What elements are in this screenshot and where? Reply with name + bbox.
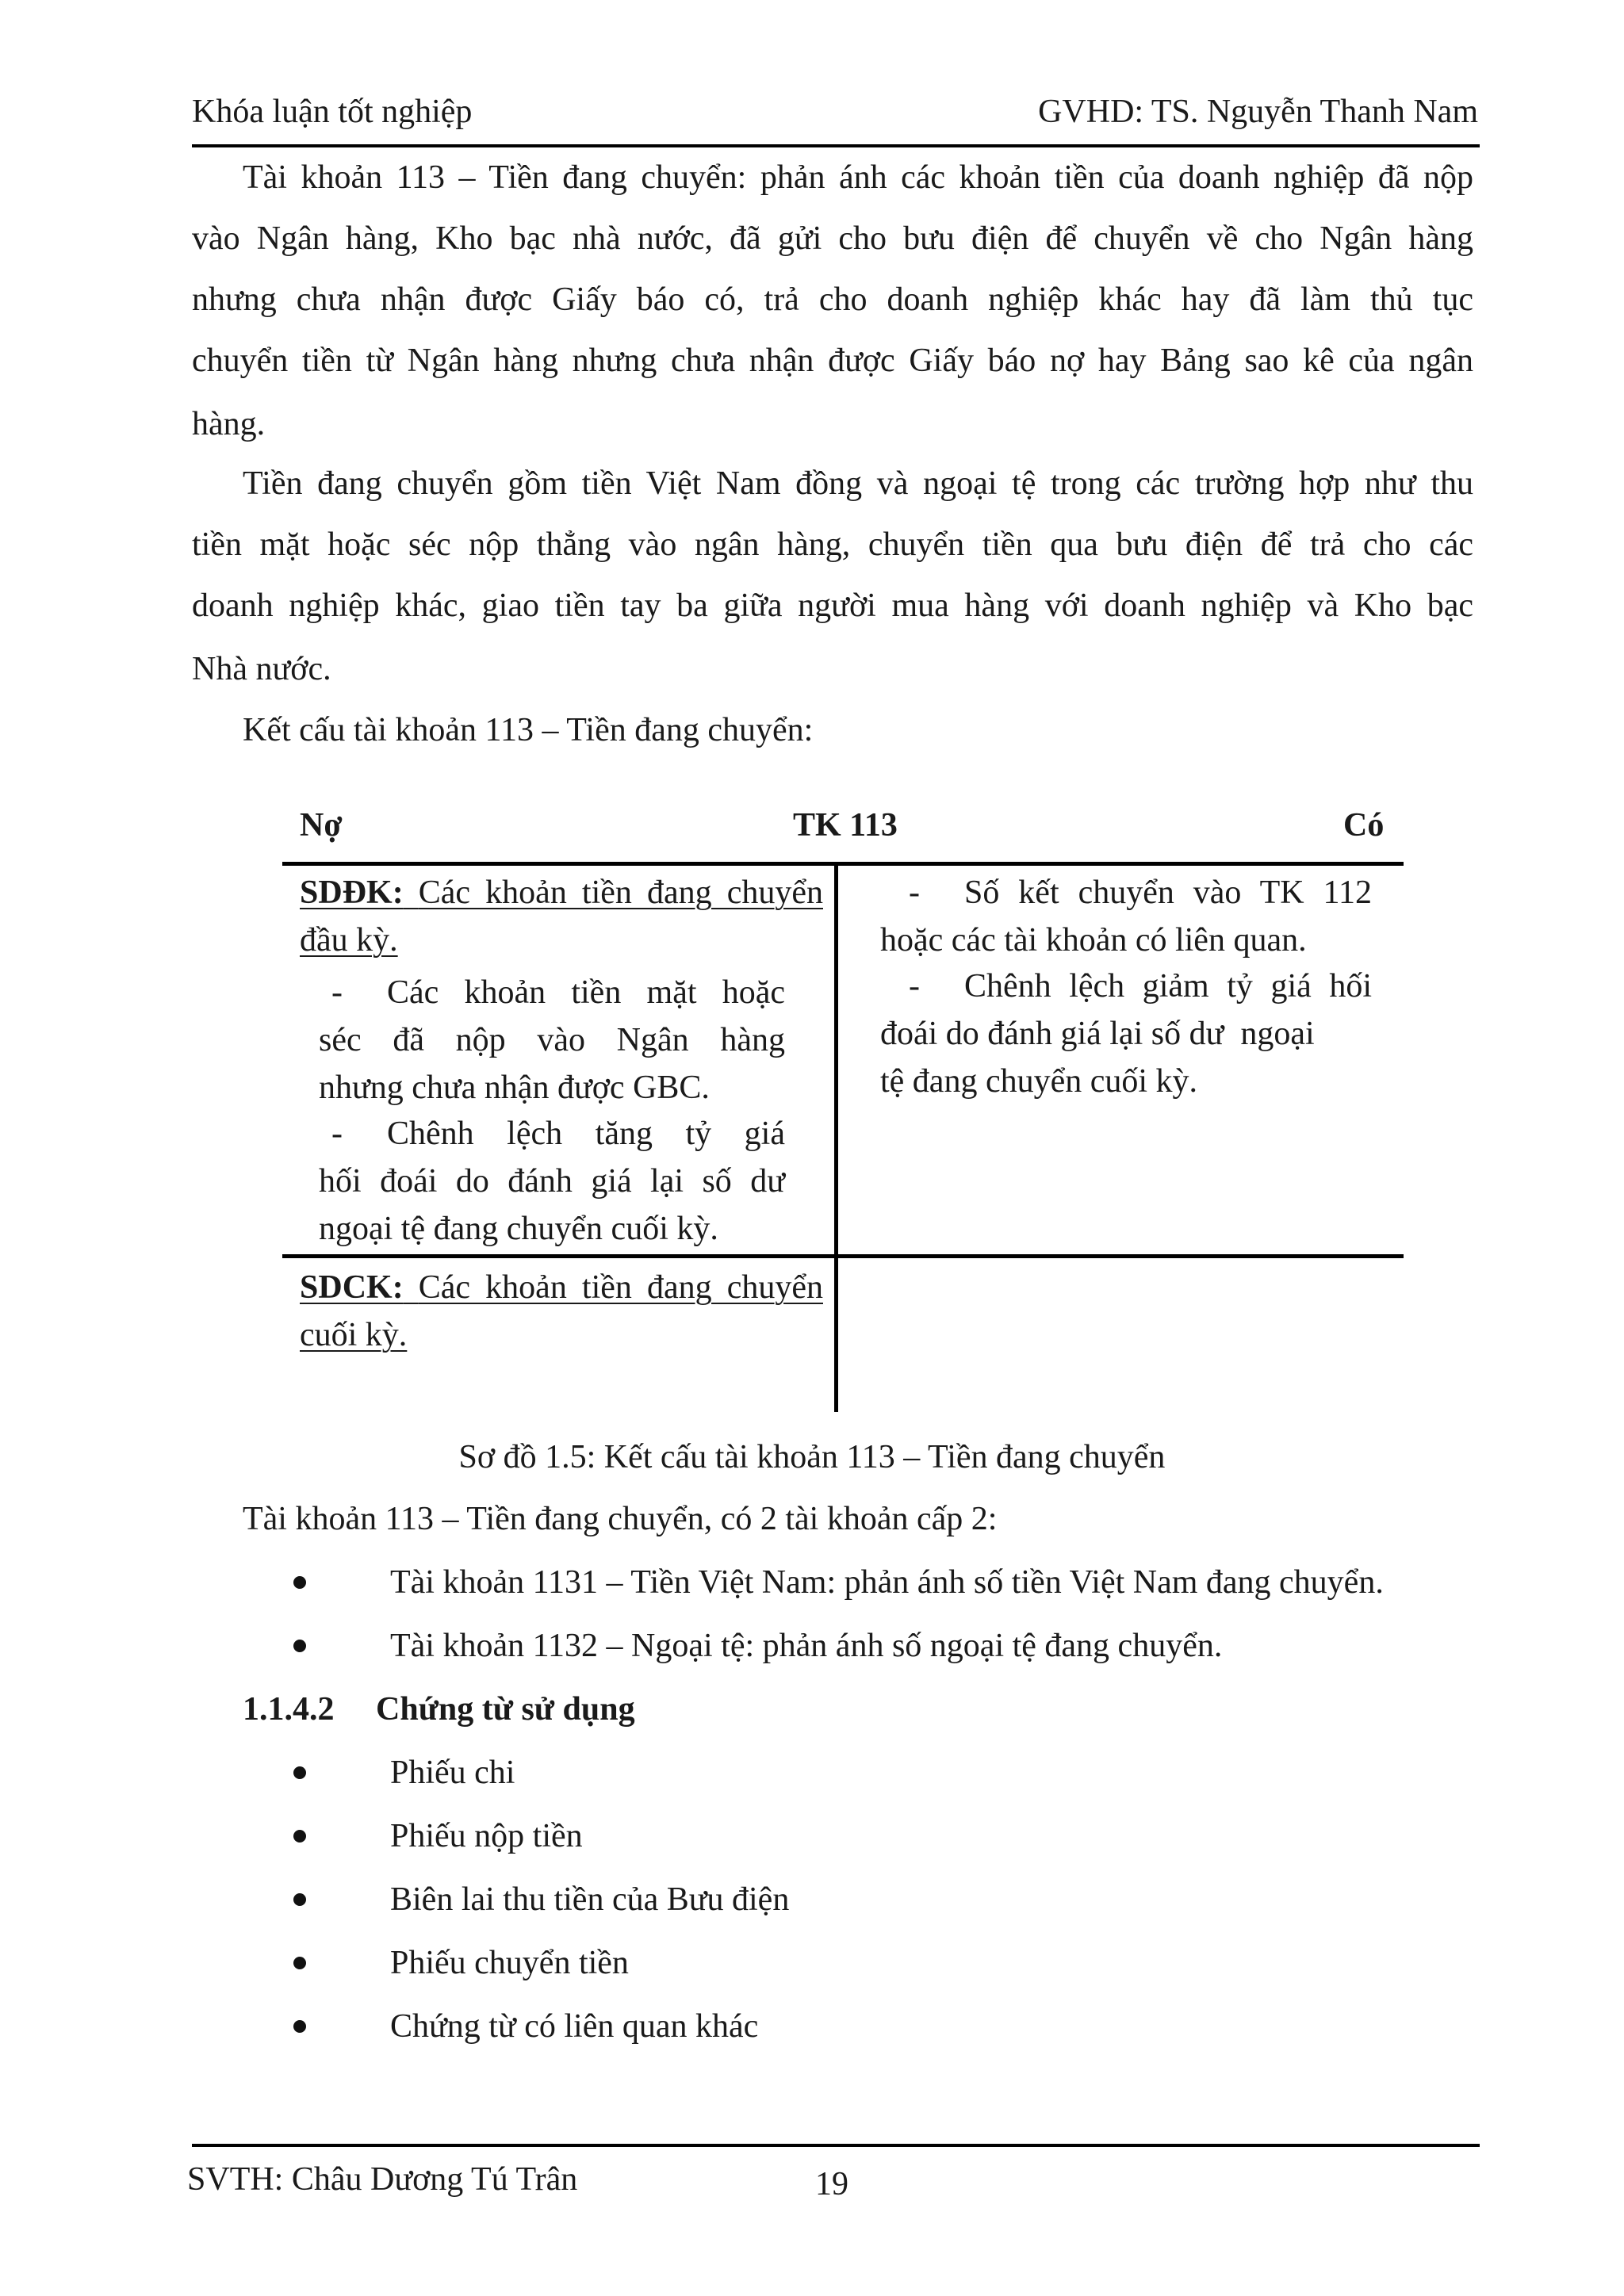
list-item: Chứng từ có liên quan khác — [390, 2008, 759, 2045]
bullet-icon — [293, 1766, 306, 1779]
paragraph-2-line: tiền mặt hoặc séc nộp thẳng vào ngân hàng, chuyển tiền qua bưu điện để trả cho các — [192, 526, 1473, 563]
debit-item — [319, 969, 785, 1112]
bullet-icon — [293, 1640, 306, 1652]
dash-marker: - — [331, 1115, 343, 1152]
list-item: Tài khoản 1132 – Ngoại tệ: phản ánh số ngoại tệ đang chuyển. — [390, 1628, 1223, 1664]
dash-marker: - — [331, 974, 343, 1011]
list-item: Phiếu nộp tiền — [390, 1818, 583, 1854]
paragraph-1-line: hàng. — [192, 406, 266, 442]
debit-label: Nợ — [300, 807, 343, 844]
bullet-icon — [293, 2020, 306, 2033]
figure-caption: Sơ đồ 1.5: Kết cấu tài khoản 113 – Tiền đang chuyển — [458, 1439, 1166, 1475]
credit-item-text: hoặc các tài khoản có liên quan. — [880, 922, 1307, 959]
list-item: Phiếu chi — [390, 1755, 515, 1791]
opening-balance-text: Các khoản tiền đang chuyển — [418, 874, 823, 911]
opening-balance-label: SDĐK: — [300, 874, 404, 911]
dash-marker: - — [909, 874, 920, 911]
subaccounts-intro: Tài khoản 113 – Tiền đang chuyển, có 2 tài khoản cấp 2: — [243, 1501, 998, 1537]
credit-item-text: Số kết chuyển vào TK 112 — [964, 874, 1372, 911]
credit-label: Có — [1343, 807, 1385, 844]
header-left: Khóa luận tốt nghiệp — [192, 94, 473, 130]
credit-item-text: đoái do đánh giá lại số dư ngoại — [880, 1016, 1315, 1052]
paragraph-2-line: Nhà nước. — [192, 651, 331, 687]
footer-rule — [192, 2144, 1480, 2147]
bullet-icon — [293, 1957, 306, 1969]
debit-item-text: hối đoái do đánh giá lại số dư — [319, 1163, 785, 1200]
t-account-balance-line — [282, 1254, 1404, 1258]
paragraph-1-line: vào Ngân hàng, Kho bạc nhà nước, đã gửi cho bưu điện để chuyển về cho Ngân hàng — [192, 220, 1473, 257]
paragraph-2-line: doanh nghiệp khác, giao tiền tay ba giữa người mua hàng với doanh nghiệp và Kho bạc — [192, 587, 1473, 624]
page-number: 19 — [815, 2166, 848, 2202]
t-account-vertical-line — [834, 862, 838, 1412]
footer-left: SVTH: Châu Dương Tú Trân — [187, 2161, 578, 2198]
debit-item-text: ngoại tệ đang chuyển cuối kỳ. — [319, 1211, 718, 1247]
paragraph-1-line: Tài khoản 113 – Tiền đang chuyển: phản ánh các khoản tiền của doanh nghiệp đã nộp — [243, 159, 1473, 196]
bullet-icon — [293, 1893, 306, 1906]
section-number: 1.1.4.2 — [243, 1691, 335, 1728]
closing-balance-label: SDCK: — [300, 1269, 404, 1306]
t-account-top-line — [282, 862, 1404, 866]
closing-balance — [300, 1264, 823, 1359]
paragraph-3: Kết cấu tài khoản 113 – Tiền đang chuyển: — [243, 712, 814, 748]
dash-marker: - — [909, 968, 920, 1004]
debit-item-text: nhưng chưa nhận được GBC. — [319, 1070, 710, 1106]
opening-balance-text: đầu kỳ. — [300, 922, 398, 959]
closing-balance-text: Các khoản tiền đang chuyển — [418, 1269, 823, 1306]
debit-item-text: Các khoản tiền mặt hoặc — [387, 974, 785, 1011]
credit-item — [880, 962, 1372, 1105]
list-item: Tài khoản 1131 – Tiền Việt Nam: phản ánh số tiền Việt Nam đang chuyển. — [390, 1564, 1384, 1601]
credit-item — [880, 869, 1372, 964]
credit-item-text: Chênh lệch giảm tỷ giá hối — [964, 968, 1372, 1004]
list-item: Biên lai thu tiền của Bưu điện — [390, 1881, 790, 1918]
section-title: Chứng từ sử dụng — [376, 1691, 635, 1728]
debit-item — [319, 1110, 785, 1253]
closing-balance-text: cuối kỳ. — [300, 1317, 408, 1353]
bullet-icon — [293, 1830, 306, 1843]
debit-item-text: séc đã nộp vào Ngân hàng — [319, 1022, 785, 1058]
header-right: GVHD: TS. Nguyễn Thanh Nam — [1038, 94, 1478, 130]
paragraph-1-line: chuyển tiền từ Ngân hàng nhưng chưa nhận được Giấy báo nợ hay Bảng sao kê của ngân — [192, 342, 1473, 379]
paragraph-1-line: nhưng chưa nhận được Giấy báo có, trả cho doanh nghiệp khác hay đã làm thủ tục — [192, 281, 1473, 318]
bullet-icon — [293, 1576, 306, 1589]
debit-item-text: Chênh lệch tăng tỷ giá — [387, 1115, 785, 1152]
credit-item-text: tệ đang chuyển cuối kỳ. — [880, 1063, 1198, 1100]
t-account-title: TK 113 — [793, 807, 898, 844]
paragraph-2-line: Tiền đang chuyển gồm tiền Việt Nam đồng và ngoại tệ trong các trường hợp như thu — [243, 465, 1473, 502]
list-item: Phiếu chuyển tiền — [390, 1945, 629, 1981]
opening-balance — [300, 869, 823, 964]
